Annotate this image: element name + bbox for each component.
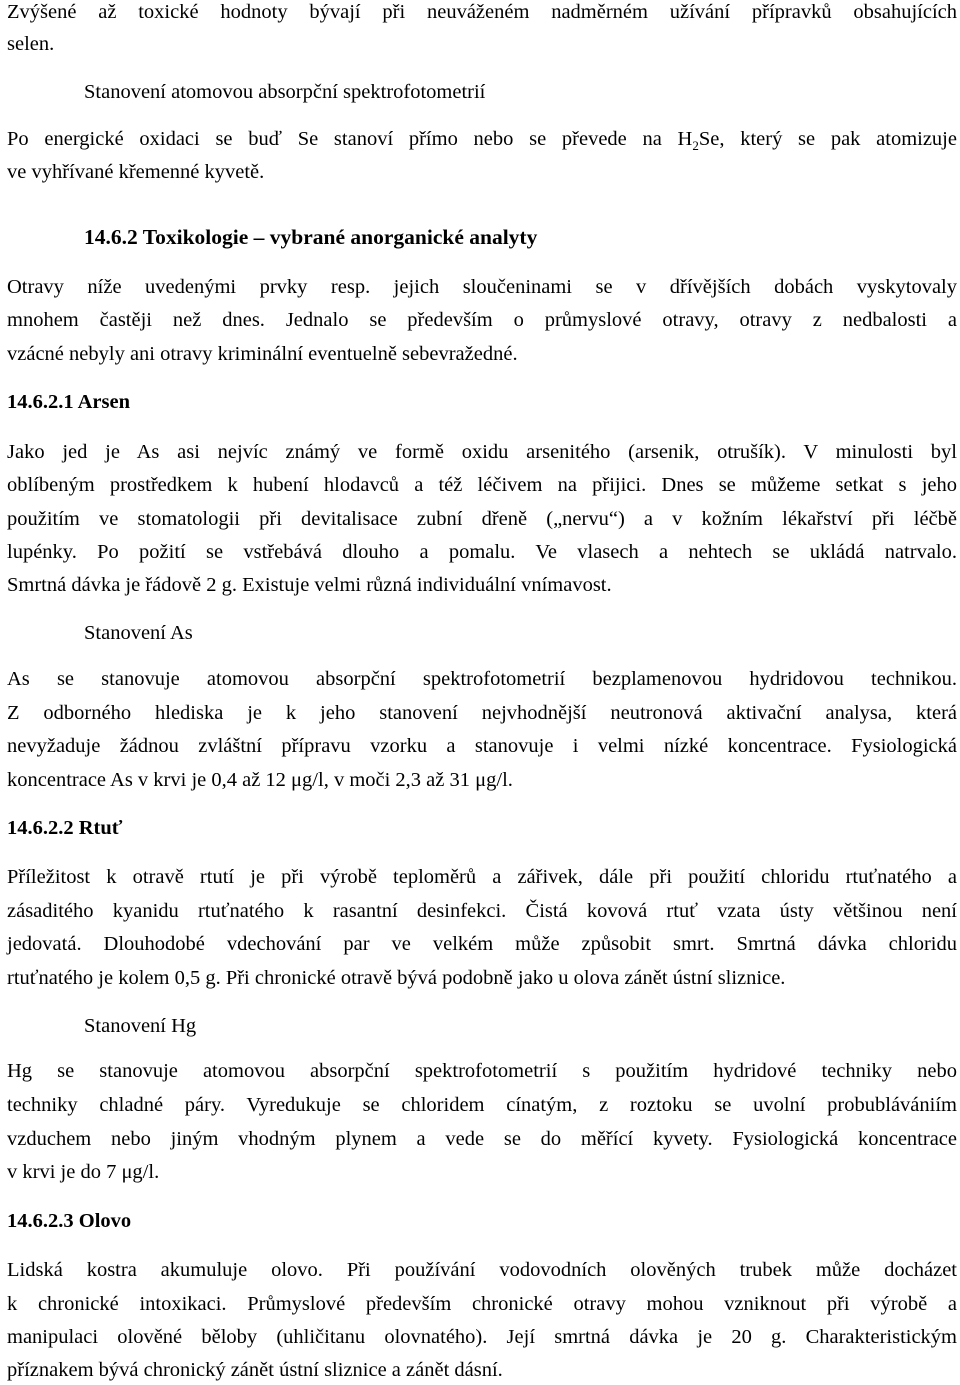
text-line: zásaditého kyanidu rtuťnatého k rasantní desinfekci. Čistá kovová rtuť vzata ústy většinou není: [7, 900, 957, 922]
text-line: Smrtná dávka je řádově 2 g. Existuje velmi různá individuální vnímavost.: [7, 574, 612, 596]
text-line: ve vyhřívané křemenné kyvetě.: [7, 161, 265, 183]
subsection-heading-rtut: 14.6.2.2 Rtuť: [7, 817, 123, 839]
section-heading: 14.6.2 Toxikologie – vybrané anorganické analyty: [84, 225, 538, 249]
method-title-selen: Stanovení atomovou absorpční spektrofotometrií: [84, 81, 486, 103]
text-line: mnohem častěji než dnes. Jednalo se především o průmyslové otravy, otravy z nedbalosti a: [7, 309, 957, 331]
text-line: jedovatá. Dlouhodobé vdechování par ve velkém může způsobit smrt. Smrtná dávka chloridu: [7, 933, 957, 955]
text-line: koncentrace As v krvi je 0,4 až 12 μg/l, v moči 2,3 až 31 μg/l.: [7, 769, 513, 791]
text-line: techniky chladné páry. Vyredukuje se chloridem cínatým, z roztoku se uvolní probublávániím: [7, 1094, 957, 1116]
text-line-with-subscript: [7, 125, 957, 155]
text-line: Hg se stanovuje atomovou absorpční spektrofotometrií s použitím hydridové techniky nebo: [7, 1060, 957, 1082]
text-fragment: Po energické oxidaci se buď Se stanoví přímo nebo se převede na H: [7, 128, 693, 150]
method-title-as: Stanovení As: [84, 622, 193, 644]
text-line: příznakem bývá chronický zánět ústní sliznice a zánět dásní.: [7, 1359, 503, 1381]
text-line: v krvi je do 7 μg/l.: [7, 1161, 160, 1183]
subscript: 2: [692, 138, 699, 153]
text-line: vzácné nebyly ani otravy kriminální eventuelně sebevražedné.: [7, 343, 518, 365]
text-line: Z odborného hlediska je k jeho stanovení nejvhodnější neutronová aktivační analysa, která: [7, 702, 957, 724]
text-line: vzduchem nebo jiným vhodným plynem a vede se do měřící kyvety. Fysiologická koncentrace: [7, 1128, 957, 1150]
subsection-heading-arsen: 14.6.2.1 Arsen: [7, 391, 130, 413]
text-line: As se stanovuje atomovou absorpční spektrofotometrií bezplamenovou hydridovou technikou.: [7, 668, 957, 690]
text-fragment: Se, který se pak atomizuje: [698, 128, 957, 150]
text-line: rtuťnatého je kolem 0,5 g. Při chronické otravě bývá podobně jako u olova zánět ústní sliznice.: [7, 967, 786, 989]
text-line: Otravy níže uvedenými prvky resp. jejich sloučeninami se v dřívějších dobách vyskytovaly: [7, 276, 957, 298]
text-line: oblíbeným prostředkem k hubení hlodavců a též léčivem na přijici. Dnes se můžeme setkat s jeho: [7, 474, 957, 496]
subsection-heading-olovo: 14.6.2.3 Olovo: [7, 1210, 132, 1232]
text-line: k chronické intoxikaci. Průmyslové především chronické otravy mohou vzniknout při výrobě a: [7, 1293, 957, 1315]
text-line: Lidská kostra akumuluje olovo. Při používání vodovodních olověných trubek může docházet: [7, 1259, 957, 1281]
text-line: manipulaci olověné běloby (uhličitanu olovnatého). Její smrtná dávka je 20 g. Charakteristickým: [7, 1326, 957, 1348]
text-line: Zvýšené až toxické hodnoty bývají při neuváženém nadměrném užívání přípravků obsahujících: [7, 1, 957, 23]
method-title-hg: Stanovení Hg: [84, 1015, 197, 1037]
text-line: Příležitost k otravě rtutí je při výrobě teploměrů a zářivek, dále při použití chloridu rtuťnatého a: [7, 866, 957, 888]
text-line: použitím ve stomatologii při devitalisace zubní dřeně („nervu“) a v kožním lékařství při léčbě: [7, 508, 957, 530]
text-line: lupénky. Po požití se vstřebává dlouho a pomalu. Ve vlasech a nehtech se ukládá natrvalo.: [7, 541, 957, 563]
text-line: selen.: [7, 33, 55, 55]
text-line: nevyžaduje žádnou zvláštní přípravu vzorku a stanovuje i velmi nízké koncentrace. Fysiologická: [7, 735, 957, 757]
text-line: Jako jed je As asi nejvíc známý ve formě oxidu arsenitého (arsenik, otrušík). V minulosti byl: [7, 441, 957, 463]
